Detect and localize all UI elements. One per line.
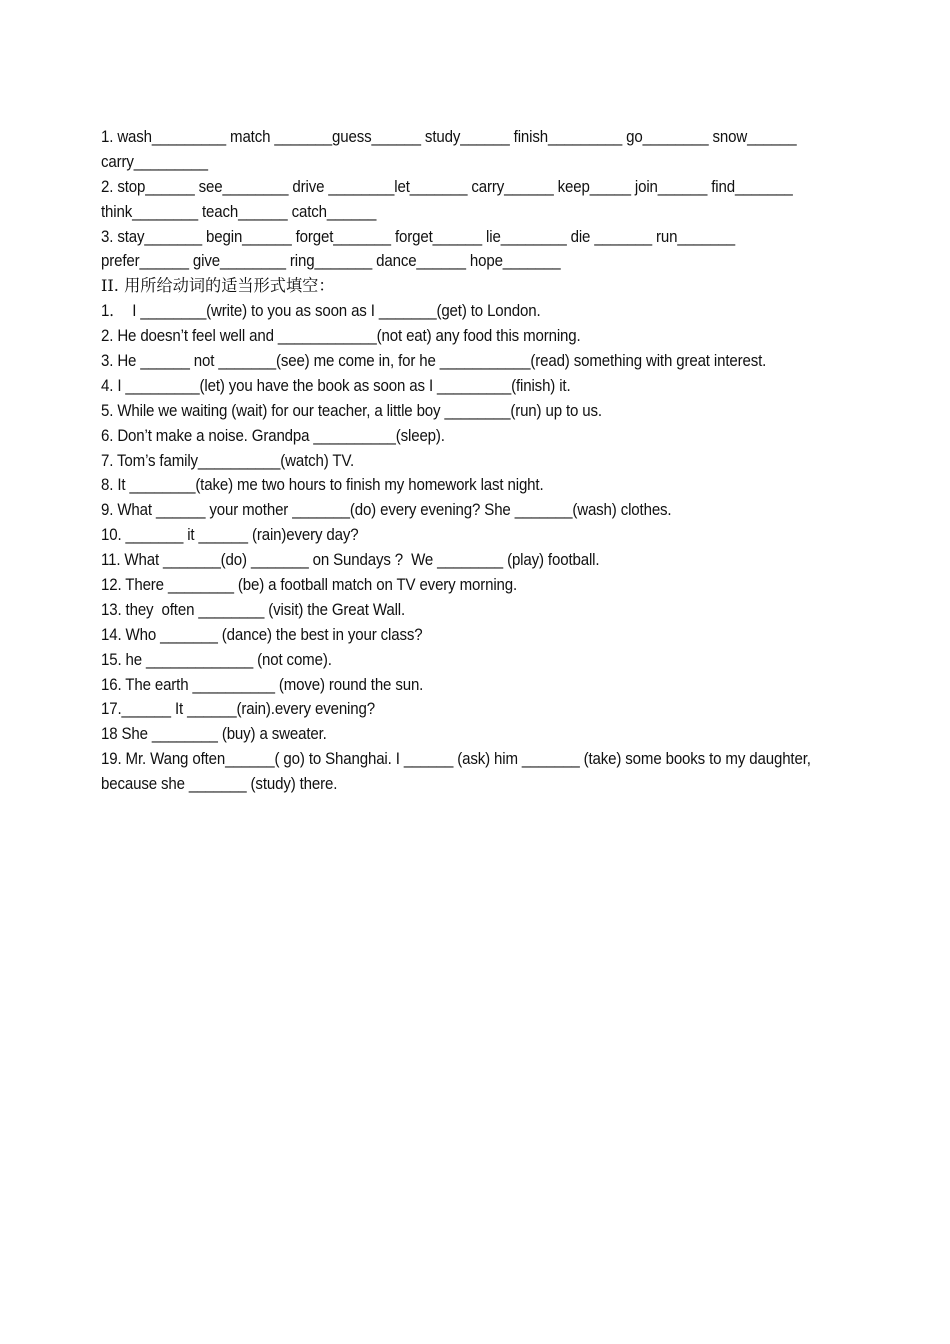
exercise-item-12: 12. There ________ (be) a football match on TV every morning. [101, 576, 518, 595]
exercise-item-13: 13. they often ________ (visit) the Great Wall. [101, 600, 406, 619]
exercise-item-18: 18 She ________ (buy) a sweater. [101, 725, 327, 744]
exercise-item-17: 17.______ It ______(rain).every evening? [101, 700, 375, 719]
exercise-item-19: 19. Mr. Wang often______( go) to Shanghai. I ______ (ask) him _______ (take) some books to my daughter, [101, 750, 811, 769]
exercise-item-19-cont: because she _______ (study) there. [101, 775, 338, 794]
verb-row-3: 3. stay_______ begin______ forget_______ forget______ lie________ die _______ run_______ [101, 227, 735, 246]
exercise-item-14: 14. Who _______ (dance) the best in your class? [101, 625, 423, 644]
exercise-item-4: 4. I _________(let) you have the book as soon as I _________(finish) it. [101, 376, 571, 395]
exercise-item-6: 6. Don’t make a noise. Grandpa __________(sleep). [101, 426, 445, 445]
verb-row-1-cont: carry_________ [101, 152, 208, 171]
exercise-item-2: 2. He doesn’t feel well and ____________(not eat) any food this morning. [101, 327, 581, 346]
verb-row-2-cont: think________ teach______ catch______ [101, 202, 377, 221]
exercise-item-8: 8. It ________(take) me two hours to finish my homework last night. [101, 476, 544, 495]
exercise-item-7: 7. Tom’s family__________(watch) TV. [101, 451, 355, 470]
verb-row-2: 2. stop______ see________ drive ________let_______ carry______ keep_____ join______ find_______ [101, 177, 793, 196]
exercise-item-10: 10. _______ it ______ (rain)every day? [101, 526, 359, 545]
worksheet-page [101, 125, 881, 797]
exercise-item-16: 16. The earth __________ (move) round the sun. [101, 675, 424, 694]
exercise-item-15: 15. he _____________ (not come). [101, 650, 332, 669]
section-ii-heading: II. 用所给动词的适当形式填空： [101, 276, 335, 296]
exercise-item-11: 11. What _______(do) _______ on Sundays ? We ________ (play) football. [101, 551, 600, 570]
exercise-item-3: 3. He ______ not _______(see) me come in, for he ___________(read) something with great interest. [101, 352, 767, 371]
verb-row-3-cont: prefer______ give________ ring_______ dance______ hope_______ [101, 252, 561, 271]
exercise-item-5: 5. While we waiting (wait) for our teacher, a little boy ________(run) up to us. [101, 401, 602, 420]
verb-row-1: 1. wash_________ match _______guess______ study______ finish_________ go________ snow______ [101, 128, 797, 146]
exercise-item-1: 1． I ________(write) to you as soon as I _______(get) to London. [101, 302, 541, 321]
exercise-item-9: 9. What ______ your mother _______(do) every evening? She _______(wash) clothes. [101, 501, 672, 520]
